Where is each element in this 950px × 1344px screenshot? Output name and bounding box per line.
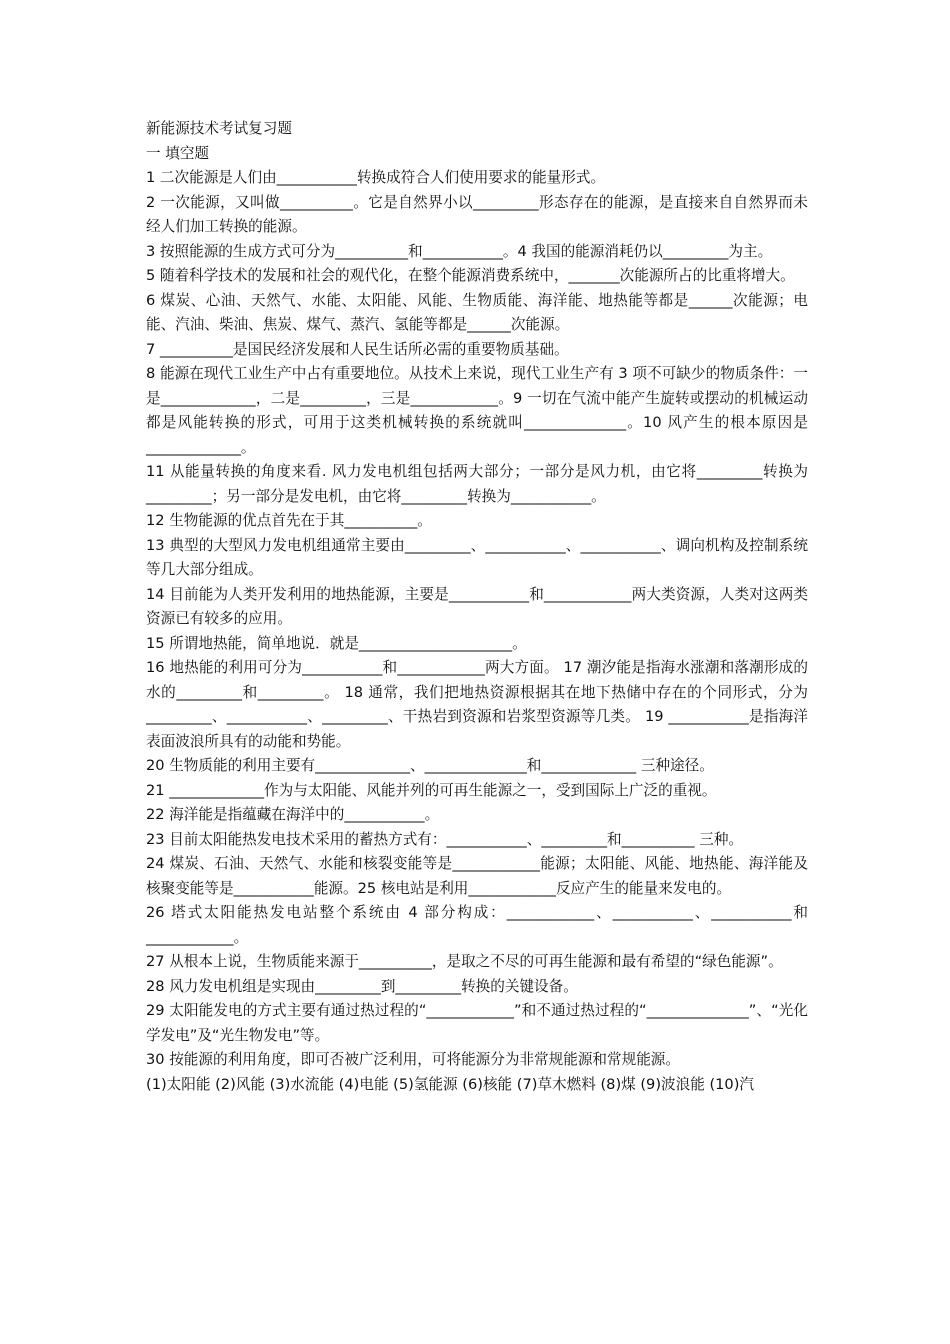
- question-item: 13 典型的大型风力发电机组通常主要由_________、___________、___________、调向机构及控制系统等几大部分组成。: [146, 536, 808, 578]
- question-item: 24 煤炭、石油、天然气、水能和核裂变能等是____________能源；太阳能、风能、地热能、海洋能及核聚变能等是___________能源。25 核电站是利用____________反应产生的能量来发电的。: [146, 855, 808, 897]
- question-item: (1)太阳能 (2)风能 (3)水流能 (4)电能 (5)氢能源 (6)核能 (7)草木燃料 (8)煤 (9)波浪能 (10)汽: [146, 1075, 755, 1093]
- question-item: 1 二次能源是人们由___________转换成符合人们使用要求的能量形式。: [146, 169, 606, 186]
- question-item: 14 目前能为人类开发利用的地热能源，主要是___________和____________两大类资源，人类对这两类资源已有较多的应用。: [146, 585, 808, 627]
- question-item: 29 太阳能发电的方式主要有通过热过程的“____________”和不通过热过程的“______________”、“光化学发电”及“光生物发电”等。: [146, 1002, 808, 1044]
- question-list: [146, 166, 808, 1097]
- question-item: 28 风力发电机组是实现由_________到_________转换的关键设备。: [146, 977, 578, 995]
- document-title: 新能源技术考试复习题: [146, 120, 292, 137]
- question-item: 20 生物质能的利用主要有_____________、______________和_____________ 三种途径。: [146, 757, 714, 774]
- question-item: 3 按照能源的生成方式可分为__________和___________。4 我国的能源消耗仍以_________为主。: [146, 242, 773, 260]
- question-item: 23 目前太阳能热发电技术采用的蓄热方式有：___________、_________和__________ 三种。: [146, 830, 744, 848]
- question-item: 7 __________是国民经济发展和人民生话所必需的重要物质基础。: [146, 340, 569, 358]
- question-item: 2 一次能源，又叫做__________。它是自然界小以_________形态存在的能源，是直接来自自然界而未经人们加工转换的能源。: [146, 193, 808, 235]
- document-page: [146, 117, 808, 1097]
- question-item: 16 地热能的利用可分为___________和____________两大方面。 17 潮汐能是指海水涨潮和落潮形成的水的_________和_________。 18 通常，我们把地热资源根据其在地下热储中存在的个同形式，分为_________、___________、_________、干热岩到资源和岩浆型资源等几类。 19 ___________是指海洋表面波浪所具有的动能和势能。: [146, 659, 808, 750]
- question-item: 21 _____________作为与太阳能、风能并列的可再生能源之一，受到国际上广泛的重视。: [146, 781, 717, 799]
- question-item: 30 按能源的利用角度，即可否被广泛利用，可将能源分为非常规能源和常规能源。: [146, 1051, 680, 1068]
- question-item: 15 所谓地热能，简单地说．就是_____________________。: [146, 634, 527, 652]
- question-item: 6 煤炭、心油、天然气、水能、太阳能、风能、生物质能、海洋能、地热能等都是______次能源；电能、汽油、柴油、焦炭、煤气、蒸汽、氢能等都是______次能源。: [146, 291, 808, 333]
- question-item: 12 生物能源的优点首先在于其__________。: [146, 512, 432, 529]
- section-heading: 一 填空题: [146, 144, 210, 162]
- question-item: 8 能源在现代工业生产中占有重要地位。从技术上来说，现代工业生产有 3 项不可缺少的物质条件：一是_____________，二是_________，三是____________。9 一切在气流中能产生旋转或摆动的机械运动都是风能转换的形式，可用于这类机械转换的系统就叫______________。10 风产生的根本原因是_____________。: [146, 365, 808, 456]
- question-item: 5 随着科学技术的发展和社会的观代化，在整个能源消费系统中，_______次能源所占的比重将增大。: [146, 267, 795, 284]
- question-item: 22 海洋能是指蕴藏在海洋中的___________。: [146, 806, 440, 823]
- question-item: 26 塔式太阳能热发电站整个系统由 4 部分构成：____________、___________、___________和____________。: [146, 904, 808, 946]
- question-item: 27 从根本上说，生物质能来源于__________，是取之不尽的可再生能源和最有希望的“绿色能源”。: [146, 953, 783, 970]
- question-item: 11 从能量转换的角度来看. 风力发电机组包括两大部分；一部分是风力机，由它将_________转换为_________；另一部分是发电机，由它将_________转换为___________。: [146, 463, 808, 505]
